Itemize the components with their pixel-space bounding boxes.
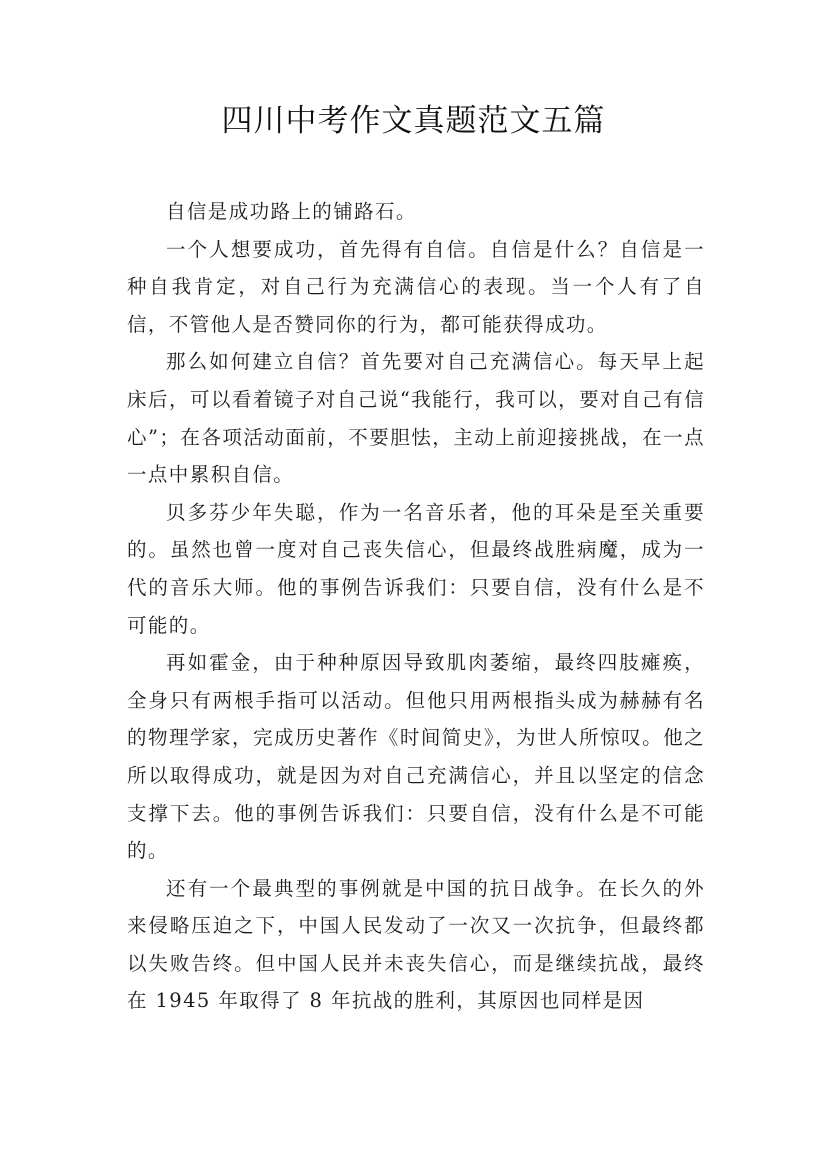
paragraph-1: 自信是成功路上的铺路石。 <box>166 200 417 223</box>
paragraph-4: 贝多芬少年失聪，作为一名音乐者，他的耳朵是至关重要的。虽然也曾一度对自己丧失信心，但最终战胜病魔，成为一代的音乐大师。他的事例告诉我们：只要自信，没有什么是不可能的。 <box>127 500 705 637</box>
paragraph-6: 还有一个最典型的事例就是中国的抗日战争。在长久的外来侵略压迫之下，中国人民发动了一次又一次抗争，但最终都以失败告终。但中国人民并未丧失信心，而是继续抗战，最终在 1945 年取得了 8 年抗战的胜利，其原因也同样是因 <box>127 876 705 1013</box>
document-body <box>127 193 705 1020</box>
document-title: 四川中考作文真题范文五篇 <box>221 103 606 139</box>
paragraph-3: 那么如何建立自信？首先要对自己充满信心。每天早上起床后，可以看着镜子对自己说“我能行，我可以，要对自己有信心”；在各项活动面前，不要胆怯，主动上前迎接挑战，在一点一点中累积自信。 <box>127 350 705 487</box>
paragraph-5: 再如霍金，由于种种原因导致肌肉萎缩，最终四肢瘫痪，全身只有两根手指可以活动。但他只用两根指头成为赫赫有名的物理学家，完成历史著作《时间简史》，为世人所惊叹。他之所以取得成功，就是因为对自己充满信心，并且以坚定的信念支撑下去。他的事例告诉我们：只要自信，没有什么是不可能的。 <box>127 651 705 863</box>
paragraph-2: 一个人想要成功，首先得有自信。自信是什么？自信是一种自我肯定，对自己行为充满信心的表现。当一个人有了自信，不管他人是否赞同你的行为，都可能获得成功。 <box>127 237 705 336</box>
